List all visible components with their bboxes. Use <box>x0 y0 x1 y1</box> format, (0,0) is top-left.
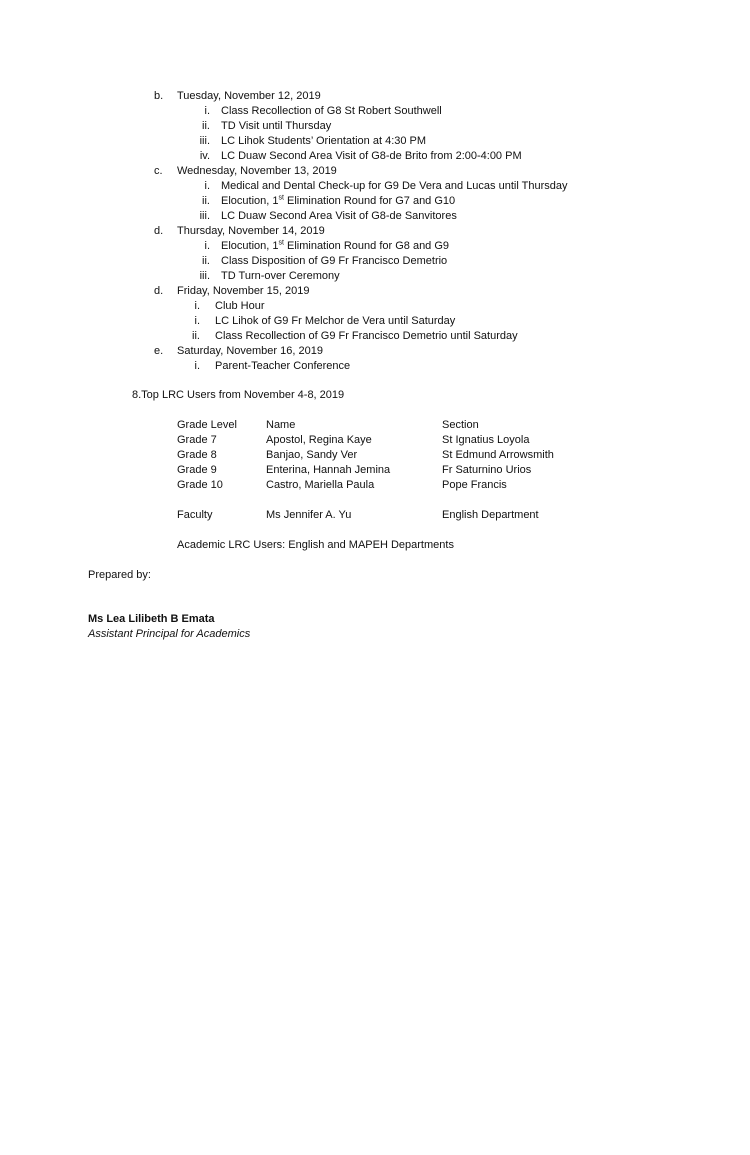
item-marker: i. <box>194 300 200 312</box>
table-cell: Grade 10 <box>177 479 223 491</box>
day-heading: Wednesday, November 13, 2019 <box>177 165 337 177</box>
schedule-item: Class Recollection of G8 St Robert Southwell <box>221 105 442 117</box>
schedule-item: Elocution, 1st Elimination Round for G8 and G9 <box>221 239 450 252</box>
day-heading: Saturday, November 16, 2019 <box>177 345 323 357</box>
schedule-item: Medical and Dental Check-up for G9 De Vera and Lucas until Thursday <box>221 180 568 192</box>
schedule-item: Elocution, 1st Elimination Round for G7 and G10 <box>221 194 456 207</box>
schedule-item: TD Visit until Thursday <box>221 120 332 132</box>
day-marker: d. <box>154 285 164 297</box>
schedule-item: Class Disposition of G9 Fr Francisco Demetrio <box>221 255 448 267</box>
table-cell: Apostol, Regina Kaye <box>266 434 372 446</box>
faculty-department: English Department <box>442 509 539 521</box>
table-cell: Fr Saturnino Urios <box>442 464 532 476</box>
table-cell: Grade 7 <box>177 434 217 446</box>
item-marker: ii. <box>202 120 210 132</box>
item-marker: i. <box>194 315 200 327</box>
table-cell: St Edmund Arrowsmith <box>442 449 554 461</box>
day-marker: b. <box>154 90 164 102</box>
day-marker: d. <box>154 225 164 237</box>
schedule-item: LC Duaw Second Area Visit of G8-de Brito from 2:00-4:00 PM <box>221 150 522 162</box>
day-heading: Friday, November 15, 2019 <box>177 285 310 297</box>
item-marker: i. <box>204 105 210 117</box>
table-header: Name <box>266 419 296 431</box>
table-cell: Grade 9 <box>177 464 217 476</box>
schedule-item: LC Duaw Second Area Visit of G8-de Sanvitores <box>221 210 457 222</box>
table-cell: Grade 8 <box>177 449 217 461</box>
day-heading: Tuesday, November 12, 2019 <box>177 90 321 102</box>
schedule-item: Class Recollection of G9 Fr Francisco Demetrio until Saturday <box>215 330 518 342</box>
schedule-item: Club Hour <box>215 300 265 312</box>
table-header: Grade Level <box>177 419 237 431</box>
table-cell: Castro, Mariella Paula <box>266 479 375 491</box>
academic-users-note: Academic LRC Users: English and MAPEH Departments <box>177 539 454 551</box>
prepared-by-label: Prepared by: <box>88 569 151 581</box>
item-marker: ii. <box>202 195 210 207</box>
table-cell: Enterina, Hannah Jemina <box>266 464 391 476</box>
table-cell: Pope Francis <box>442 479 507 491</box>
item-marker: i. <box>204 180 210 192</box>
table-header: Section <box>442 419 479 431</box>
day-heading: Thursday, November 14, 2019 <box>177 225 325 237</box>
item-marker: iv. <box>199 150 210 162</box>
lrc-heading: 8.Top LRC Users from November 4-8, 2019 <box>132 389 345 401</box>
schedule-item: TD Turn-over Ceremony <box>221 270 340 282</box>
signatory-title: Assistant Principal for Academics <box>88 628 251 640</box>
faculty-name: Ms Jennifer A. Yu <box>266 509 352 521</box>
table-cell: Banjao, Sandy Ver <box>266 449 358 461</box>
item-marker: i. <box>204 240 210 252</box>
item-marker: ii. <box>192 330 200 342</box>
schedule-item: LC Lihok Students’ Orientation at 4:30 PM <box>221 135 427 147</box>
schedule-item: LC Lihok of G9 Fr Melchor de Vera until Saturday <box>215 315 456 327</box>
schedule-item: Parent-Teacher Conference <box>215 360 351 372</box>
day-marker: c. <box>154 165 163 177</box>
signatory-name: Ms Lea Lilibeth B Emata <box>88 613 215 625</box>
item-marker: iii. <box>199 135 210 147</box>
faculty-label: Faculty <box>177 509 213 521</box>
item-marker: iii. <box>199 270 210 282</box>
item-marker: ii. <box>202 255 210 267</box>
day-marker: e. <box>154 345 164 357</box>
table-cell: St Ignatius Loyola <box>442 434 530 446</box>
item-marker: iii. <box>199 210 210 222</box>
item-marker: i. <box>194 360 200 372</box>
